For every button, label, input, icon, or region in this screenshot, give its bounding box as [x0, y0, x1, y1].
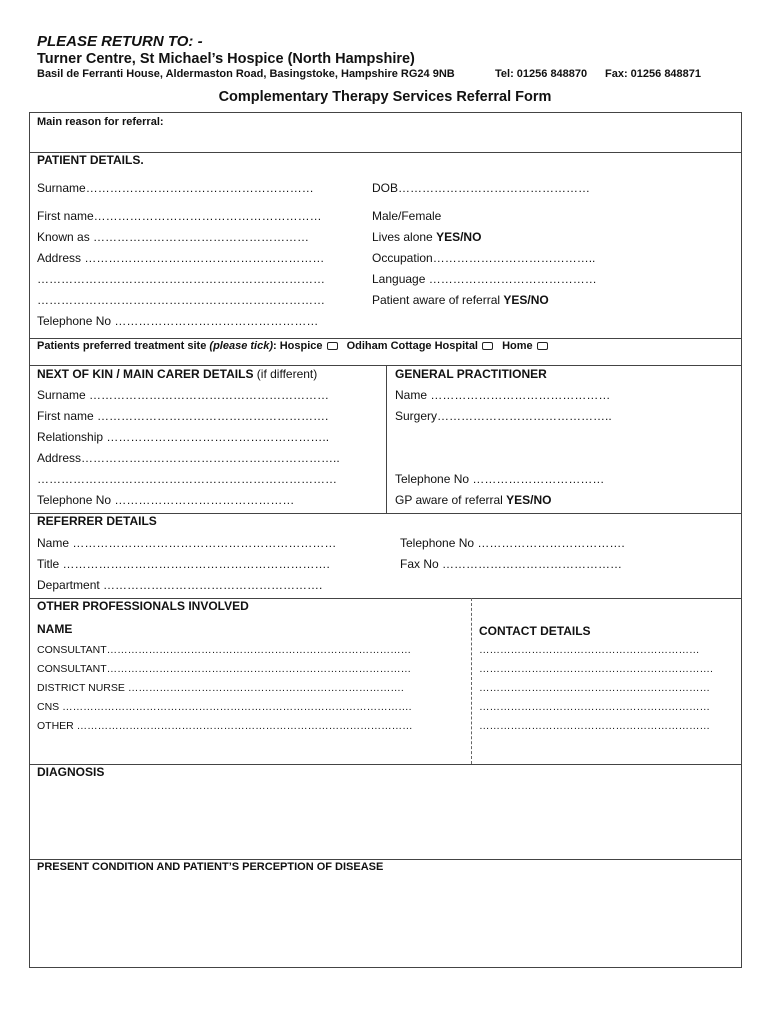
site-hospice-checkbox[interactable]: [327, 342, 338, 350]
divider: [29, 859, 742, 860]
professional-other-field[interactable]: OTHER ……………………………………………………………………………………: [37, 720, 413, 732]
org-telephone: Tel: 01256 848870: [495, 68, 588, 80]
patient-first-name-field[interactable]: First name…………………………………………………: [37, 209, 322, 223]
patient-language-field[interactable]: Language ……………………………………: [372, 272, 597, 286]
return-label: PLEASE RETURN TO: -: [37, 33, 203, 50]
professionals-name-heading: NAME: [37, 622, 73, 636]
kin-heading-note: (if different): [256, 367, 318, 381]
condition-field[interactable]: [31, 878, 740, 966]
gp-aware-options[interactable]: YES/NO: [506, 493, 552, 507]
patient-surname-field[interactable]: Surname…………………………………………………: [37, 181, 314, 195]
patient-lives-alone-field[interactable]: [372, 230, 481, 244]
patient-dob-field[interactable]: DOB…………………………………………: [372, 181, 591, 195]
professional-other-contact[interactable]: …………………………………………………………: [479, 720, 710, 732]
colon: :: [273, 340, 277, 352]
kin-first-name-field[interactable]: First name ………………………………………………….: [37, 409, 329, 423]
treatment-site-row: [37, 340, 554, 352]
professional-consultant-2-field[interactable]: CONSULTANT……………………………………………………………………………: [37, 663, 412, 675]
patient-known-as-field[interactable]: Known as ………………………………………………: [37, 230, 310, 244]
referrer-name-field[interactable]: Name …………………………………………………………: [37, 536, 337, 550]
patient-aware-field[interactable]: [372, 293, 549, 307]
professional-consultant-1-contact[interactable]: ………………………………………………………: [479, 644, 700, 656]
referrer-fax-field[interactable]: Fax No ………………………………………: [400, 557, 623, 571]
patient-address-line-3[interactable]: ………………………………………………………………: [37, 293, 325, 307]
lives-alone-label: Lives alone: [372, 230, 433, 244]
professional-consultant-1-field[interactable]: CONSULTANT……………………………………………………………………………: [37, 644, 412, 656]
gp-surgery-field[interactable]: Surgery……………………………………..: [395, 409, 612, 423]
site-odiham-label: Odiham Cottage Hospital: [346, 340, 478, 352]
patient-telephone-field[interactable]: Telephone No ……………………………………………: [37, 314, 319, 328]
gp-aware-label: GP aware of referral: [395, 493, 503, 507]
professional-consultant-2-contact[interactable]: ………………………………………………………….: [479, 663, 713, 675]
kin-telephone-field[interactable]: Telephone No ………………………………………: [37, 493, 295, 507]
gp-aware-field[interactable]: [395, 493, 552, 507]
kin-address-line-2[interactable]: …………………………………………………………………: [37, 472, 337, 486]
column-divider: [471, 598, 472, 764]
site-odiham-checkbox[interactable]: [482, 342, 493, 350]
referrer-heading: REFERRER DETAILS: [37, 514, 157, 528]
patient-aware-options[interactable]: YES/NO: [503, 293, 549, 307]
professional-cns-contact[interactable]: …………………………………………………………: [479, 701, 710, 713]
kin-heading: [37, 367, 317, 381]
diagnosis-heading: DIAGNOSIS: [37, 765, 105, 779]
org-name: Turner Centre, St Michael’s Hospice (North Hampshire): [37, 51, 415, 67]
patient-occupation-field[interactable]: Occupation…………………………………..: [372, 251, 596, 265]
kin-relationship-field[interactable]: Relationship ………………………………………………..: [37, 430, 330, 444]
treatment-site-label: Patients preferred treatment site: [37, 340, 207, 352]
org-address: Basil de Ferranti House, Aldermaston Road, Basingstoke, Hampshire RG24 9NB: [37, 68, 455, 80]
treatment-site-note: (please tick): [209, 340, 273, 352]
kin-surname-field[interactable]: Surname ……………………………………………………: [37, 388, 330, 402]
site-home-checkbox[interactable]: [537, 342, 548, 350]
gp-heading: GENERAL PRACTITIONER: [395, 367, 547, 381]
org-fax: Fax: 01256 848871: [605, 68, 702, 80]
professional-district-nurse-field[interactable]: DISTRICT NURSE …………………………………………………………………….: [37, 682, 404, 694]
referrer-telephone-field[interactable]: Telephone No ……………………………….: [400, 536, 625, 550]
professional-cns-field[interactable]: CNS ……………………………………………………………………………………….: [37, 701, 412, 713]
lives-alone-options[interactable]: YES/NO: [436, 230, 482, 244]
professionals-contact-heading: CONTACT DETAILS: [479, 624, 591, 638]
professional-district-nurse-contact[interactable]: …………………………………………………………: [479, 682, 710, 694]
kin-address-field[interactable]: Address………………………………………………………..: [37, 451, 340, 465]
condition-heading: PRESENT CONDITION AND PATIENT’S PERCEPTION OF DISEASE: [37, 861, 384, 873]
patient-details-heading: PATIENT DETAILS.: [37, 153, 144, 167]
form-title: Complementary Therapy Services Referral Form: [218, 89, 552, 105]
professionals-heading: OTHER PROFESSIONALS INVOLVED: [37, 599, 249, 613]
gp-telephone-field[interactable]: Telephone No ……………………………: [395, 472, 605, 486]
patient-address-line-2[interactable]: ………………………………………………………………: [37, 272, 325, 286]
divider: [29, 338, 742, 339]
column-divider: [386, 365, 387, 513]
patient-address-field[interactable]: Address ……………………………………………………: [37, 251, 325, 265]
site-hospice-label: Hospice: [279, 340, 323, 352]
site-home-label: Home: [502, 340, 533, 352]
divider: [29, 764, 742, 765]
referrer-title-field[interactable]: Title ………………………………………………………….: [37, 557, 330, 571]
patient-sex-field[interactable]: Male/Female: [372, 209, 442, 223]
kin-heading-text: NEXT OF KIN / MAIN CARER DETAILS: [37, 367, 254, 381]
referrer-department-field[interactable]: Department ……………………………………………….: [37, 578, 323, 592]
referral-reason-field[interactable]: Main reason for referral:: [37, 116, 164, 128]
gp-name-field[interactable]: Name ………………………………………: [395, 388, 611, 402]
patient-aware-label: Patient aware of referral: [372, 293, 501, 307]
diagnosis-field[interactable]: [31, 782, 740, 857]
